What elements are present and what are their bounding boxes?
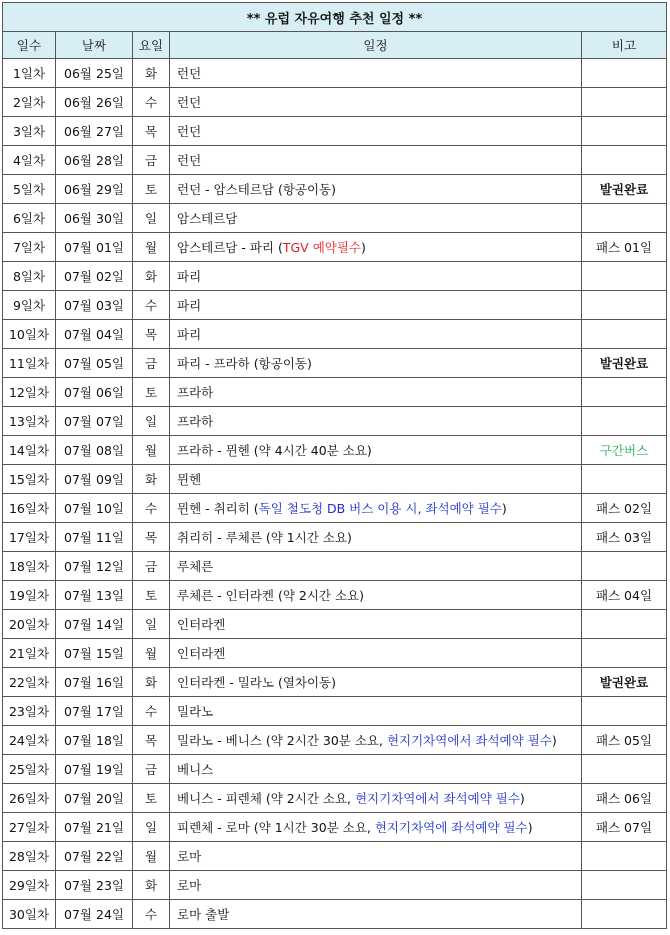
weekday-cell: 목 — [133, 117, 170, 146]
plan-cell — [170, 523, 582, 552]
header-date: 날짜 — [56, 32, 133, 59]
plan-text: ) — [527, 820, 533, 835]
day-cell: 28일차 — [3, 842, 56, 871]
date-cell: 06월 29일 — [56, 175, 133, 204]
plan-text: 프라하 - 뮌헨 (약 4시간 40분 소요) — [177, 443, 372, 458]
weekday-cell: 목 — [133, 523, 170, 552]
table-row — [3, 871, 667, 900]
table-row — [3, 262, 667, 291]
plan-cell — [170, 668, 582, 697]
date-cell: 07월 03일 — [56, 291, 133, 320]
table-row — [3, 813, 667, 842]
day-cell: 6일차 — [3, 204, 56, 233]
date-cell: 07월 19일 — [56, 755, 133, 784]
date-cell: 07월 02일 — [56, 262, 133, 291]
weekday-cell: 월 — [133, 233, 170, 262]
table-row — [3, 146, 667, 175]
weekday-cell: 토 — [133, 175, 170, 204]
note-cell — [582, 407, 667, 436]
day-cell: 23일차 — [3, 697, 56, 726]
day-cell: 26일차 — [3, 784, 56, 813]
day-cell: 10일차 — [3, 320, 56, 349]
plan-text: 런던 — [177, 124, 202, 139]
plan-highlight: TGV 예약필수 — [282, 240, 361, 255]
plan-cell — [170, 291, 582, 320]
plan-cell — [170, 117, 582, 146]
plan-cell — [170, 900, 582, 929]
plan-cell — [170, 204, 582, 233]
weekday-cell: 토 — [133, 581, 170, 610]
table-row — [3, 233, 667, 262]
day-cell: 25일차 — [3, 755, 56, 784]
weekday-cell: 목 — [133, 320, 170, 349]
weekday-cell: 금 — [133, 755, 170, 784]
plan-text: 로마 출발 — [177, 907, 230, 922]
day-cell: 16일차 — [3, 494, 56, 523]
note-cell — [582, 639, 667, 668]
table-row — [3, 494, 667, 523]
date-cell: 07월 20일 — [56, 784, 133, 813]
plan-cell — [170, 610, 582, 639]
plan-highlight: 현지기차역에 좌석예약 필수 — [374, 820, 528, 835]
plan-text: 런던 — [177, 66, 202, 81]
date-cell: 07월 01일 — [56, 233, 133, 262]
day-cell: 21일차 — [3, 639, 56, 668]
plan-cell — [170, 320, 582, 349]
plan-text: ) — [361, 240, 366, 255]
plan-text: 프라하 — [177, 385, 214, 400]
plan-cell — [170, 784, 582, 813]
date-cell: 07월 10일 — [56, 494, 133, 523]
note-cell: 패스 01일 — [582, 233, 667, 262]
note-cell — [582, 117, 667, 146]
note-cell: 패스 04일 — [582, 581, 667, 610]
plan-text: ) — [551, 733, 557, 748]
plan-text: 밀라노 — [177, 704, 214, 719]
table-row — [3, 900, 667, 929]
plan-cell — [170, 842, 582, 871]
note-cell — [582, 755, 667, 784]
header-note: 비고 — [582, 32, 667, 59]
weekday-cell: 수 — [133, 697, 170, 726]
weekday-cell: 금 — [133, 146, 170, 175]
note-cell — [582, 871, 667, 900]
date-cell: 07월 17일 — [56, 697, 133, 726]
note-cell — [582, 465, 667, 494]
note-cell — [582, 842, 667, 871]
weekday-cell: 수 — [133, 900, 170, 929]
note-cell: 발권완료 — [582, 668, 667, 697]
date-cell: 06월 28일 — [56, 146, 133, 175]
date-cell: 07월 15일 — [56, 639, 133, 668]
plan-cell — [170, 581, 582, 610]
table-row — [3, 726, 667, 755]
day-cell: 13일차 — [3, 407, 56, 436]
table-row — [3, 668, 667, 697]
note-cell — [582, 378, 667, 407]
day-cell: 19일차 — [3, 581, 56, 610]
plan-text: 취리히 - 루체른 (약 1시간 소요) — [177, 530, 352, 545]
note-cell — [582, 291, 667, 320]
plan-highlight: 현지기차역에서 좌석예약 필수 — [386, 733, 552, 748]
day-cell: 22일차 — [3, 668, 56, 697]
plan-cell — [170, 697, 582, 726]
weekday-cell: 목 — [133, 726, 170, 755]
table-row — [3, 204, 667, 233]
plan-cell — [170, 871, 582, 900]
plan-text: 베니스 - 피렌체 (약 2시간 소요, — [177, 791, 355, 806]
day-cell: 1일차 — [3, 59, 56, 88]
plan-text: 로마 — [177, 849, 202, 864]
weekday-cell: 수 — [133, 88, 170, 117]
note-cell: 구간버스 — [582, 436, 667, 465]
table-row — [3, 465, 667, 494]
note-cell: 패스 02일 — [582, 494, 667, 523]
table-row — [3, 581, 667, 610]
plan-text: 프라하 — [177, 414, 214, 429]
header-day: 일수 — [3, 32, 56, 59]
plan-text: 런던 — [177, 153, 202, 168]
table-row — [3, 639, 667, 668]
note-cell: 패스 06일 — [582, 784, 667, 813]
table-row — [3, 320, 667, 349]
table-row — [3, 552, 667, 581]
table-body — [3, 59, 667, 929]
note-cell: 발권완료 — [582, 349, 667, 378]
day-cell: 8일차 — [3, 262, 56, 291]
plan-cell — [170, 465, 582, 494]
plan-text: 인터라켄 — [177, 646, 226, 661]
plan-cell — [170, 639, 582, 668]
plan-cell — [170, 494, 582, 523]
note-cell — [582, 204, 667, 233]
day-cell: 11일차 — [3, 349, 56, 378]
weekday-cell: 화 — [133, 262, 170, 291]
date-cell: 07월 07일 — [56, 407, 133, 436]
weekday-cell: 일 — [133, 204, 170, 233]
plan-cell — [170, 755, 582, 784]
day-cell: 29일차 — [3, 871, 56, 900]
day-cell: 12일차 — [3, 378, 56, 407]
plan-text: 뮌헨 — [177, 472, 202, 487]
table-row — [3, 175, 667, 204]
plan-cell — [170, 349, 582, 378]
table-row — [3, 436, 667, 465]
table-row — [3, 378, 667, 407]
date-cell: 07월 06일 — [56, 378, 133, 407]
plan-text: 인터라켄 — [177, 617, 226, 632]
weekday-cell: 화 — [133, 871, 170, 900]
note-cell: 발권완료 — [582, 175, 667, 204]
plan-cell — [170, 378, 582, 407]
table-row — [3, 59, 667, 88]
plan-text: 로마 — [177, 878, 202, 893]
table-row — [3, 291, 667, 320]
plan-text: 런던 — [177, 95, 202, 110]
weekday-cell: 월 — [133, 639, 170, 668]
day-cell: 2일차 — [3, 88, 56, 117]
table-row — [3, 88, 667, 117]
plan-cell — [170, 88, 582, 117]
plan-cell — [170, 175, 582, 204]
weekday-cell: 일 — [133, 813, 170, 842]
table-row — [3, 349, 667, 378]
date-cell: 07월 11일 — [56, 523, 133, 552]
date-cell: 07월 08일 — [56, 436, 133, 465]
note-cell: 패스 03일 — [582, 523, 667, 552]
weekday-cell: 월 — [133, 842, 170, 871]
date-cell: 07월 21일 — [56, 813, 133, 842]
note-cell — [582, 59, 667, 88]
note-cell — [582, 262, 667, 291]
date-cell: 07월 05일 — [56, 349, 133, 378]
plan-highlight: 독일 철도청 DB 버스 이용 시, 좌석예약 필수 — [258, 501, 502, 516]
note-cell — [582, 610, 667, 639]
date-cell: 07월 23일 — [56, 871, 133, 900]
weekday-cell: 금 — [133, 552, 170, 581]
weekday-cell: 수 — [133, 291, 170, 320]
weekday-cell: 화 — [133, 465, 170, 494]
plan-cell — [170, 436, 582, 465]
plan-highlight: 현지기차역에서 좌석예약 필수 — [354, 791, 520, 806]
table-row — [3, 117, 667, 146]
day-cell: 24일차 — [3, 726, 56, 755]
plan-text: 암스테르담 - 파리 ( — [177, 240, 283, 255]
note-cell — [582, 697, 667, 726]
note-cell — [582, 320, 667, 349]
date-cell: 07월 12일 — [56, 552, 133, 581]
date-cell: 07월 09일 — [56, 465, 133, 494]
note-cell: 패스 05일 — [582, 726, 667, 755]
plan-text: 파리 — [177, 298, 202, 313]
date-cell: 07월 18일 — [56, 726, 133, 755]
table-row — [3, 407, 667, 436]
plan-cell — [170, 262, 582, 291]
plan-text: 밀라노 - 베니스 (약 2시간 30분 소요, — [177, 733, 387, 748]
plan-text: 피렌체 - 로마 (약 1시간 30분 소요, — [177, 820, 375, 835]
itinerary-container — [2, 2, 666, 929]
table-row — [3, 523, 667, 552]
date-cell: 06월 30일 — [56, 204, 133, 233]
plan-text: ) — [519, 791, 525, 806]
day-cell: 7일차 — [3, 233, 56, 262]
weekday-cell: 일 — [133, 407, 170, 436]
table-row — [3, 610, 667, 639]
plan-cell — [170, 146, 582, 175]
header-row — [3, 32, 667, 59]
note-cell — [582, 900, 667, 929]
table-row — [3, 842, 667, 871]
plan-text: 파리 - 프라하 (항공이동) — [177, 356, 312, 371]
table-row — [3, 784, 667, 813]
day-cell: 27일차 — [3, 813, 56, 842]
plan-text: 베니스 — [177, 762, 214, 777]
date-cell: 07월 13일 — [56, 581, 133, 610]
day-cell: 14일차 — [3, 436, 56, 465]
note-cell — [582, 552, 667, 581]
plan-cell — [170, 552, 582, 581]
day-cell: 3일차 — [3, 117, 56, 146]
weekday-cell: 화 — [133, 59, 170, 88]
plan-text: 뮌헨 - 취리히 ( — [177, 501, 259, 516]
note-cell — [582, 88, 667, 117]
note-cell — [582, 146, 667, 175]
date-cell: 06월 27일 — [56, 117, 133, 146]
plan-text: 암스테르담 — [177, 211, 238, 226]
note-cell: 패스 07일 — [582, 813, 667, 842]
date-cell: 07월 22일 — [56, 842, 133, 871]
weekday-cell: 화 — [133, 668, 170, 697]
date-cell: 07월 24일 — [56, 900, 133, 929]
weekday-cell: 금 — [133, 349, 170, 378]
plan-text: 런던 - 암스테르담 (항공이동) — [177, 182, 337, 197]
table-title: ** 유럽 자유여행 추천 일정 ** — [3, 3, 667, 32]
day-cell: 5일차 — [3, 175, 56, 204]
table-row — [3, 697, 667, 726]
plan-text: 인터라켄 - 밀라노 (열차이동) — [177, 675, 337, 690]
day-cell: 4일차 — [3, 146, 56, 175]
day-cell: 15일차 — [3, 465, 56, 494]
plan-cell — [170, 726, 582, 755]
day-cell: 30일차 — [3, 900, 56, 929]
day-cell: 17일차 — [3, 523, 56, 552]
date-cell: 06월 25일 — [56, 59, 133, 88]
weekday-cell: 일 — [133, 610, 170, 639]
plan-text: 파리 — [177, 327, 202, 342]
table-row — [3, 755, 667, 784]
weekday-cell: 토 — [133, 378, 170, 407]
plan-text: 파리 — [177, 269, 202, 284]
header-weekday: 요일 — [133, 32, 170, 59]
day-cell: 18일차 — [3, 552, 56, 581]
header-plan: 일정 — [170, 32, 582, 59]
date-cell: 07월 14일 — [56, 610, 133, 639]
itinerary-table — [2, 2, 667, 929]
plan-cell — [170, 233, 582, 262]
title-row — [3, 3, 667, 32]
date-cell: 07월 04일 — [56, 320, 133, 349]
weekday-cell: 월 — [133, 436, 170, 465]
weekday-cell: 수 — [133, 494, 170, 523]
plan-text: 루체른 - 인터라켄 (약 2시간 소요) — [177, 588, 364, 603]
day-cell: 9일차 — [3, 291, 56, 320]
date-cell: 06월 26일 — [56, 88, 133, 117]
day-cell: 20일차 — [3, 610, 56, 639]
date-cell: 07월 16일 — [56, 668, 133, 697]
plan-text: 루체른 — [177, 559, 214, 574]
weekday-cell: 토 — [133, 784, 170, 813]
plan-text: ) — [501, 501, 507, 516]
plan-cell — [170, 813, 582, 842]
plan-cell — [170, 59, 582, 88]
plan-cell — [170, 407, 582, 436]
